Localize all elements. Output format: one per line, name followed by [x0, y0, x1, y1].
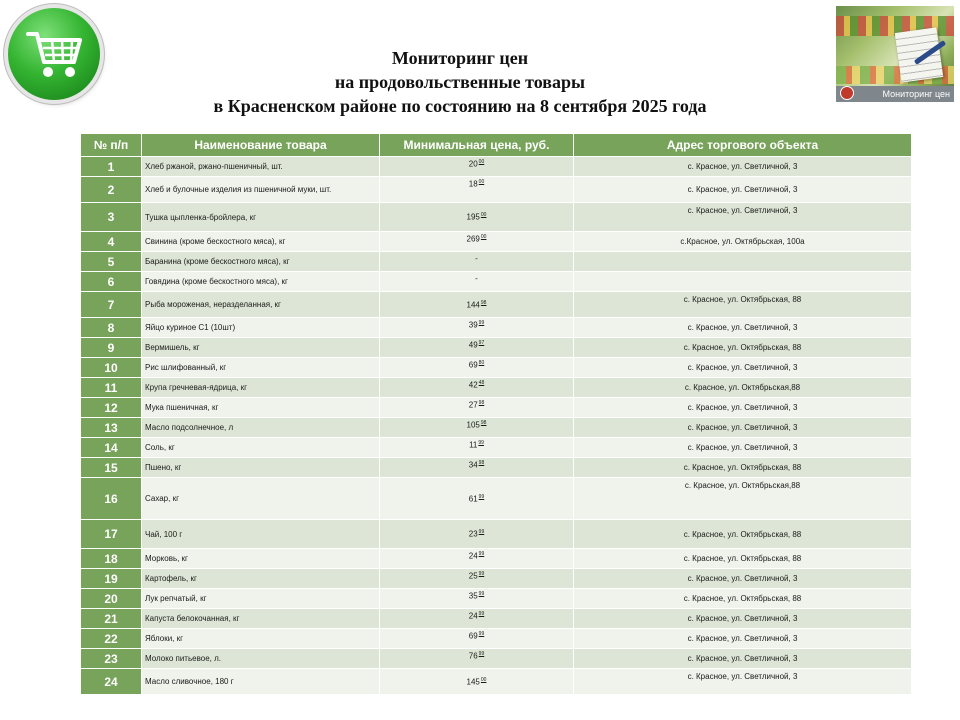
row-number: 17 [81, 520, 142, 549]
store-address: с. Красное, ул. Светличной, 3 [574, 398, 912, 418]
table-row [81, 649, 912, 669]
min-price [380, 292, 574, 318]
emblem-icon [840, 86, 854, 100]
price-kopecks: 97 [478, 340, 485, 346]
store-address: с. Красное, ул. Светличной, 3 [574, 438, 912, 458]
price-kopecks: 98 [478, 400, 485, 406]
product-name: Вермишель, кг [142, 338, 380, 358]
row-number: 11 [81, 378, 142, 398]
price-rubles: 76 [468, 651, 478, 661]
min-price [380, 569, 574, 589]
price-kopecks: 00 [478, 159, 485, 165]
store-address: с. Красное, ул. Октябрьская, 88 [574, 549, 912, 569]
product-name: Свинина (кроме бескостного мяса), кг [142, 232, 380, 252]
store-address: с. Красное, ул. Октябрьская,88 [574, 378, 912, 398]
min-price [380, 549, 574, 569]
table-row [81, 458, 912, 478]
min-price [380, 418, 574, 438]
product-name: Морковь, кг [142, 549, 380, 569]
price-kopecks: 99 [478, 320, 485, 326]
product-name: Рис шлифованный, кг [142, 358, 380, 378]
price-rubles: 69 [468, 360, 478, 370]
product-name: Масло сливочное, 180 г [142, 669, 380, 695]
row-number: 23 [81, 649, 142, 669]
price-kopecks: 99 [478, 651, 485, 657]
min-price [380, 318, 574, 338]
product-name: Сахар, кг [142, 478, 380, 520]
header-address: Адрес торгового объекта [574, 134, 912, 157]
store-address: с. Красное, ул. Октябрьская, 88 [574, 338, 912, 358]
price-table [80, 133, 912, 695]
price-rubles: 11 [469, 440, 478, 450]
price-rubles: 23 [468, 529, 478, 539]
row-number: 7 [81, 292, 142, 318]
price-rubles: 27 [468, 400, 478, 410]
product-name: Капуста белокочанная, кг [142, 609, 380, 629]
row-number: 15 [81, 458, 142, 478]
product-name: Картофель, кг [142, 569, 380, 589]
table-row [81, 629, 912, 649]
store-address: с. Красное, ул. Октябрьская,88 [574, 478, 912, 520]
row-number: 22 [81, 629, 142, 649]
table-row [81, 358, 912, 378]
row-number: 24 [81, 669, 142, 695]
store-address: с. Красное, ул. Светличной, 3 [574, 569, 912, 589]
table-row [81, 438, 912, 458]
table-row [81, 157, 912, 177]
table-row [81, 520, 912, 549]
product-name: Крупа гречневая-ядрица, кг [142, 378, 380, 398]
price-kopecks: 00 [478, 179, 485, 185]
product-name: Лук репчатый, кг [142, 589, 380, 609]
min-price [380, 438, 574, 458]
title-line-1: Мониторинг цен [391, 48, 529, 68]
price-kopecks: 00 [480, 212, 487, 219]
product-name: Чай, 100 г [142, 520, 380, 549]
photo-clipboard [895, 27, 944, 82]
price-kopecks: 99 [478, 551, 485, 557]
shopping-cart-icon [26, 28, 84, 80]
min-price [380, 272, 574, 292]
store-address: с. Красное, ул. Светличной, 3 [574, 177, 912, 203]
min-price [380, 203, 574, 232]
price-rubles: 34 [468, 460, 478, 470]
store-address: с. Красное, ул. Светличной, 3 [574, 629, 912, 649]
min-price [380, 252, 574, 272]
product-name: Говядина (кроме бескостного мяса), кг [142, 272, 380, 292]
store-address: с. Красное, ул. Светличной, 3 [574, 358, 912, 378]
store-address: с. Красное, ул. Светличной, 3 [574, 649, 912, 669]
table-row [81, 549, 912, 569]
table-row [81, 338, 912, 358]
store-address: с. Красное, ул. Октябрьская, 88 [574, 520, 912, 549]
table-row [81, 669, 912, 695]
min-price [380, 629, 574, 649]
header-number: № п/п [81, 134, 142, 157]
store-address: с. Красное, ул. Светличной, 3 [574, 418, 912, 438]
min-price [380, 458, 574, 478]
price-kopecks: 99 [478, 493, 485, 500]
title-line-3: в Красненском районе по состоянию на 8 сентября 2025 года [213, 96, 707, 116]
price-rubles: - [475, 274, 478, 283]
store-address: с.Красное, ул. Октябрьская, 100а [574, 232, 912, 252]
table-row [81, 203, 912, 232]
price-rubles: 69 [468, 631, 478, 641]
price-rubles: 61 [468, 494, 478, 504]
price-rubles: 25 [468, 571, 478, 581]
row-number: 16 [81, 478, 142, 520]
row-number: 12 [81, 398, 142, 418]
product-name: Хлеб ржаной, ржано-пшеничный, шт. [142, 157, 380, 177]
min-price [380, 520, 574, 549]
min-price [380, 478, 574, 520]
min-price [380, 398, 574, 418]
min-price [380, 338, 574, 358]
store-address: с. Красное, ул. Светличной, 3 [574, 157, 912, 177]
row-number: 3 [81, 203, 142, 232]
table-row [81, 478, 912, 520]
price-kopecks: 00 [480, 234, 487, 240]
page-title [150, 46, 770, 118]
row-number: 10 [81, 358, 142, 378]
store-address: с. Красное, ул. Октябрьская, 88 [574, 458, 912, 478]
product-name: Яйцо куриное С1 (10шт) [142, 318, 380, 338]
product-name: Баранина (кроме бескостного мяса), кг [142, 252, 380, 272]
price-rubles: 105 [466, 420, 480, 430]
store-address: с. Красное, ул. Светличной, 3 [574, 203, 912, 232]
row-number: 5 [81, 252, 142, 272]
table-row [81, 177, 912, 203]
price-kopecks: 99 [478, 631, 485, 637]
table-row [81, 272, 912, 292]
row-number: 20 [81, 589, 142, 609]
table-row [81, 609, 912, 629]
header-min-price: Минимальная цена, руб. [380, 134, 574, 157]
store-address: с. Красное, ул. Светличной, 3 [574, 609, 912, 629]
min-price [380, 177, 574, 203]
store-address: с. Красное, ул. Октябрьская, 88 [574, 589, 912, 609]
min-price [380, 649, 574, 669]
table-row [81, 292, 912, 318]
price-kopecks: 99 [478, 440, 484, 446]
row-number: 9 [81, 338, 142, 358]
price-rubles: 24 [468, 611, 478, 621]
table-row [81, 398, 912, 418]
min-price [380, 157, 574, 177]
price-kopecks: 98 [480, 420, 487, 426]
price-rubles: 195 [466, 212, 480, 222]
min-price [380, 232, 574, 252]
store-address: с. Красное, ул. Светличной, 3 [574, 669, 912, 695]
title-line-2: на продовольственные товары [334, 72, 586, 92]
row-number: 4 [81, 232, 142, 252]
product-name: Соль, кг [142, 438, 380, 458]
table-row [81, 318, 912, 338]
price-rubles: 24 [468, 551, 478, 561]
store-address: с. Красное, ул. Октябрьская, 88 [574, 292, 912, 318]
price-rubles: 39 [468, 320, 478, 330]
price-rubles: - [475, 254, 478, 263]
row-number: 6 [81, 272, 142, 292]
row-number: 14 [81, 438, 142, 458]
product-name: Мука пшеничная, кг [142, 398, 380, 418]
price-rubles: 269 [466, 234, 480, 244]
shopping-cart-logo [8, 8, 100, 100]
min-price [380, 358, 574, 378]
price-kopecks: 99 [478, 611, 485, 617]
min-price [380, 589, 574, 609]
price-rubles: 20 [468, 159, 478, 169]
table-row [81, 589, 912, 609]
min-price [380, 669, 574, 695]
price-kopecks: 99 [478, 571, 485, 577]
product-name: Тушка цыпленка-бройлера, кг [142, 203, 380, 232]
header-product: Наименование товара [142, 134, 380, 157]
product-name: Пшено, кг [142, 458, 380, 478]
price-monitoring-photo [836, 6, 954, 102]
product-name: Масло подсолнечное, л [142, 418, 380, 438]
row-number: 8 [81, 318, 142, 338]
table-row [81, 252, 912, 272]
row-number: 1 [81, 157, 142, 177]
row-number: 21 [81, 609, 142, 629]
table-row [81, 418, 912, 438]
store-address [574, 252, 912, 272]
row-number: 2 [81, 177, 142, 203]
min-price [380, 378, 574, 398]
product-name: Молоко питьевое, л. [142, 649, 380, 669]
price-kopecks: 00 [480, 676, 487, 683]
product-name: Рыба мороженая, неразделанная, кг [142, 292, 380, 318]
min-price [380, 609, 574, 629]
price-rubles: 144 [466, 300, 480, 310]
product-name: Яблоки, кг [142, 629, 380, 649]
table-header-row [81, 134, 912, 157]
price-rubles: 35 [468, 591, 478, 601]
price-rubles: 18 [468, 179, 478, 189]
price-kopecks: 80 [478, 360, 485, 366]
photo-caption: Мониторинг цен [836, 86, 954, 102]
store-address [574, 272, 912, 292]
price-rubles: 49 [468, 340, 478, 350]
table-body [81, 157, 912, 695]
price-kopecks: 99 [478, 591, 485, 597]
table-row [81, 569, 912, 589]
table-row [81, 232, 912, 252]
price-kopecks: 98 [478, 460, 485, 466]
row-number: 13 [81, 418, 142, 438]
price-kopecks: 98 [480, 299, 487, 306]
table-row [81, 378, 912, 398]
price-kopecks: 99 [478, 529, 485, 536]
row-number: 18 [81, 549, 142, 569]
row-number: 19 [81, 569, 142, 589]
product-name: Хлеб и булочные изделия из пшеничной муки, шт. [142, 177, 380, 203]
price-rubles: 42 [468, 380, 478, 390]
price-rubles: 145 [466, 677, 480, 687]
store-address: с. Красное, ул. Светличной, 3 [574, 318, 912, 338]
price-kopecks: 48 [478, 380, 485, 386]
